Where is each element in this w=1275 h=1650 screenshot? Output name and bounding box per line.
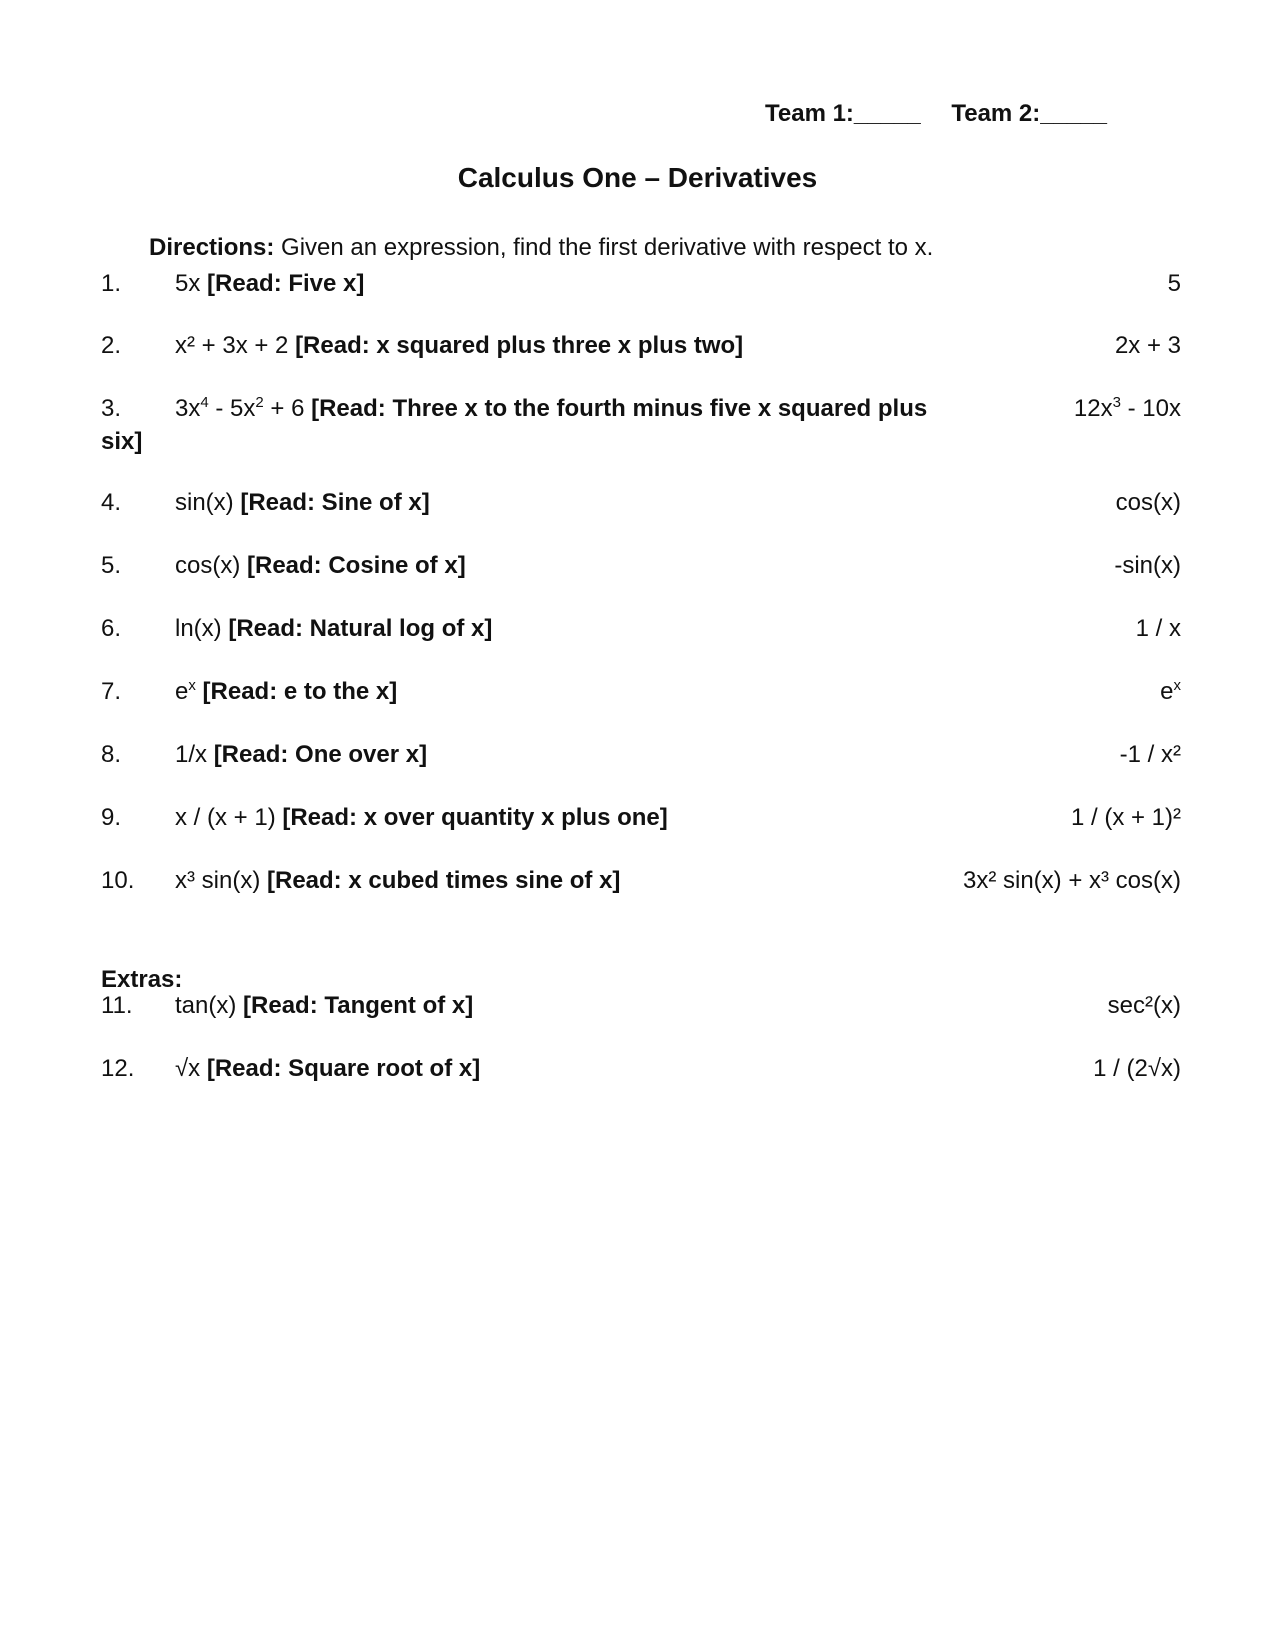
question-item <box>101 738 1181 771</box>
directions-text: Given an expression, find the first derivative with respect to x. <box>274 234 934 261</box>
team1-label: Team 1:_____ <box>765 100 921 127</box>
question-number: 9. <box>101 804 122 831</box>
question-answer: 1 / (x + 1)² <box>1070 804 1181 831</box>
question-item <box>101 267 1181 300</box>
question-number: 3. <box>101 395 122 422</box>
question-answer: 3x² sin(x) + x³ cos(x) <box>962 867 1181 894</box>
question-answer: 1 / x <box>1135 615 1181 642</box>
question-item <box>101 989 1181 1022</box>
question-number: 6. <box>101 615 122 642</box>
question-read-aloud: [Read: One over x] <box>213 741 428 768</box>
question-number: 2. <box>101 332 122 359</box>
question-answer: -1 / x² <box>1119 741 1181 768</box>
question-item <box>101 675 1181 708</box>
directions-label: Directions: <box>149 234 275 261</box>
extras-heading: Extras: <box>101 966 183 993</box>
question-number: 5. <box>101 552 122 579</box>
question-read-aloud: [Read: Five x] <box>207 270 365 297</box>
question-item <box>101 864 1181 897</box>
team2-label: Team 2:_____ <box>951 100 1108 127</box>
question-item <box>101 801 1181 834</box>
question-expression: cos(x) <box>175 552 247 579</box>
directions <box>149 234 933 262</box>
question-read-aloud: [Read: e to the x] <box>202 678 398 705</box>
question-read-aloud: [Read: x cubed times sine of x] <box>267 867 621 894</box>
question-number: 7. <box>101 678 122 705</box>
question-answer: 1 / (2√x) <box>1093 1055 1181 1082</box>
question-number: 1. <box>101 270 122 297</box>
question-read-aloud: [Read: Natural log of x] <box>228 615 493 642</box>
question-item <box>101 392 1181 458</box>
question-item <box>101 549 1181 582</box>
question-expression: sin(x) <box>175 489 241 516</box>
question-expression: 1/x <box>175 741 214 768</box>
question-expression: x / (x + 1) <box>175 804 283 831</box>
question-number: 12. <box>101 1055 135 1082</box>
question-read-aloud: [Read: Three x to the fourth minus five x squared plus six] <box>101 395 928 455</box>
question-expression: $3x^4 - 5x^2 + 6$ <box>175 394 312 422</box>
question-expression: $e^x$ <box>175 677 196 705</box>
question-number: 11. <box>101 992 133 1019</box>
question-answer: cos(x) <box>1115 489 1181 516</box>
question-read-aloud: [Read: Sine of x] <box>240 489 430 516</box>
question-answer: $12x^3 - 10x$ <box>1073 394 1181 422</box>
question-expression: ln(x) <box>175 615 229 642</box>
question-answer: $e^x$ <box>1160 677 1181 705</box>
question-item <box>101 1052 1181 1085</box>
team-score-header <box>765 100 1107 128</box>
question-number: 4. <box>101 489 122 516</box>
question-read-aloud: [Read: Cosine of x] <box>247 552 466 579</box>
question-read-aloud: [Read: x over quantity x plus one] <box>282 804 668 831</box>
question-item <box>101 486 1181 519</box>
question-expression: √x <box>175 1055 207 1082</box>
question-answer: sec²(x) <box>1107 992 1181 1019</box>
question-read-aloud: [Read: Square root of x] <box>206 1055 481 1082</box>
question-answer: 2x + 3 <box>1114 332 1181 359</box>
question-number: 8. <box>101 741 122 768</box>
question-item <box>101 612 1181 645</box>
question-expression: x³ sin(x) <box>175 867 267 894</box>
question-answer: -sin(x) <box>1114 552 1181 579</box>
question-expression: x² + 3x + 2 <box>175 332 296 359</box>
question-read-aloud: [Read: x squared plus three x plus two] <box>295 332 744 359</box>
question-item <box>101 329 1181 362</box>
question-expression: 5x <box>175 270 208 297</box>
question-number: 10. <box>101 867 135 894</box>
question-read-aloud: [Read: Tangent of x] <box>243 992 474 1019</box>
question-expression: tan(x) <box>175 992 244 1019</box>
page-title: Calculus One – Derivatives <box>457 162 818 193</box>
question-answer: 5 <box>1167 270 1181 297</box>
